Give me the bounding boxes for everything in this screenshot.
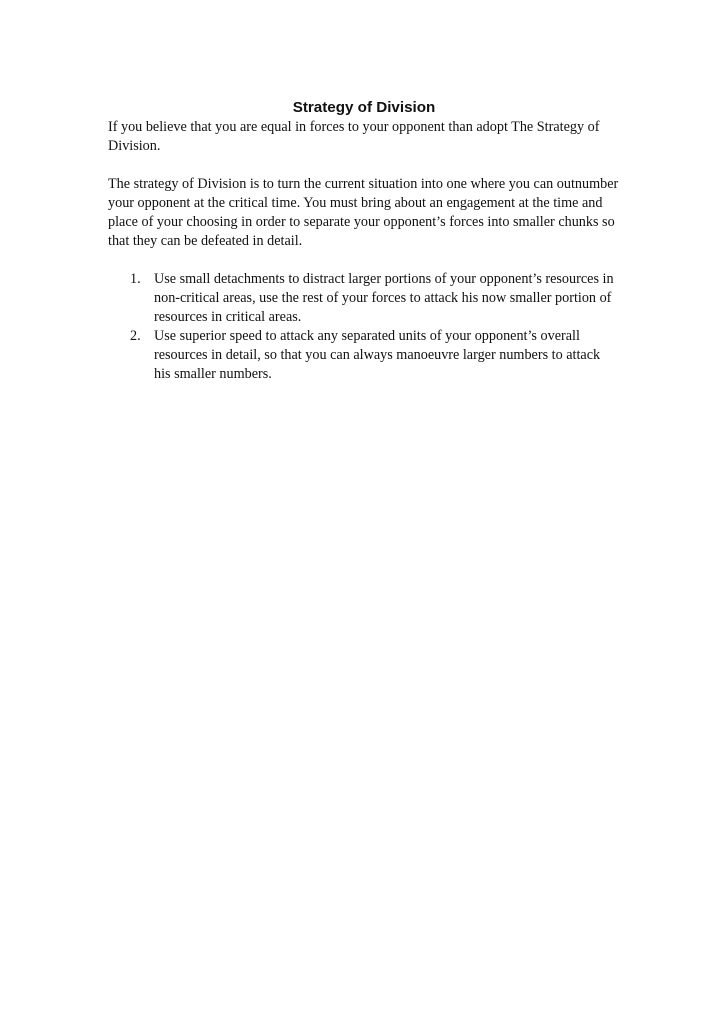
document-title: Strategy of Division bbox=[292, 99, 436, 116]
list-item-number: 1. bbox=[130, 271, 141, 287]
tactics-list bbox=[108, 270, 620, 384]
list-item-number: 2. bbox=[130, 328, 141, 344]
list-item-text: Use superior speed to attack any separated units of your opponent’s overall resources in detail, so that you can always manoeuvre larger numbers to attack his smaller numbers. bbox=[154, 328, 601, 382]
list-item bbox=[108, 270, 620, 327]
list-item bbox=[108, 327, 620, 384]
list-item-text: Use small detachments to distract larger portions of your opponent’s resources in non-critical areas, use the rest of your forces to attack his now smaller portion of resources in critical areas. bbox=[154, 271, 614, 325]
intro-paragraph: If you believe that you are equal in forces to your opponent than adopt The Strategy of Division. bbox=[108, 119, 600, 154]
strategy-paragraph: The strategy of Division is to turn the current situation into one where you can outnumber your opponent at the critical time. You must bring about an engagement at the time and place of your choosing in order to separate your opponent’s forces into smaller chunks so that they can be defeated in detail. bbox=[108, 176, 619, 249]
document-body bbox=[108, 98, 620, 384]
